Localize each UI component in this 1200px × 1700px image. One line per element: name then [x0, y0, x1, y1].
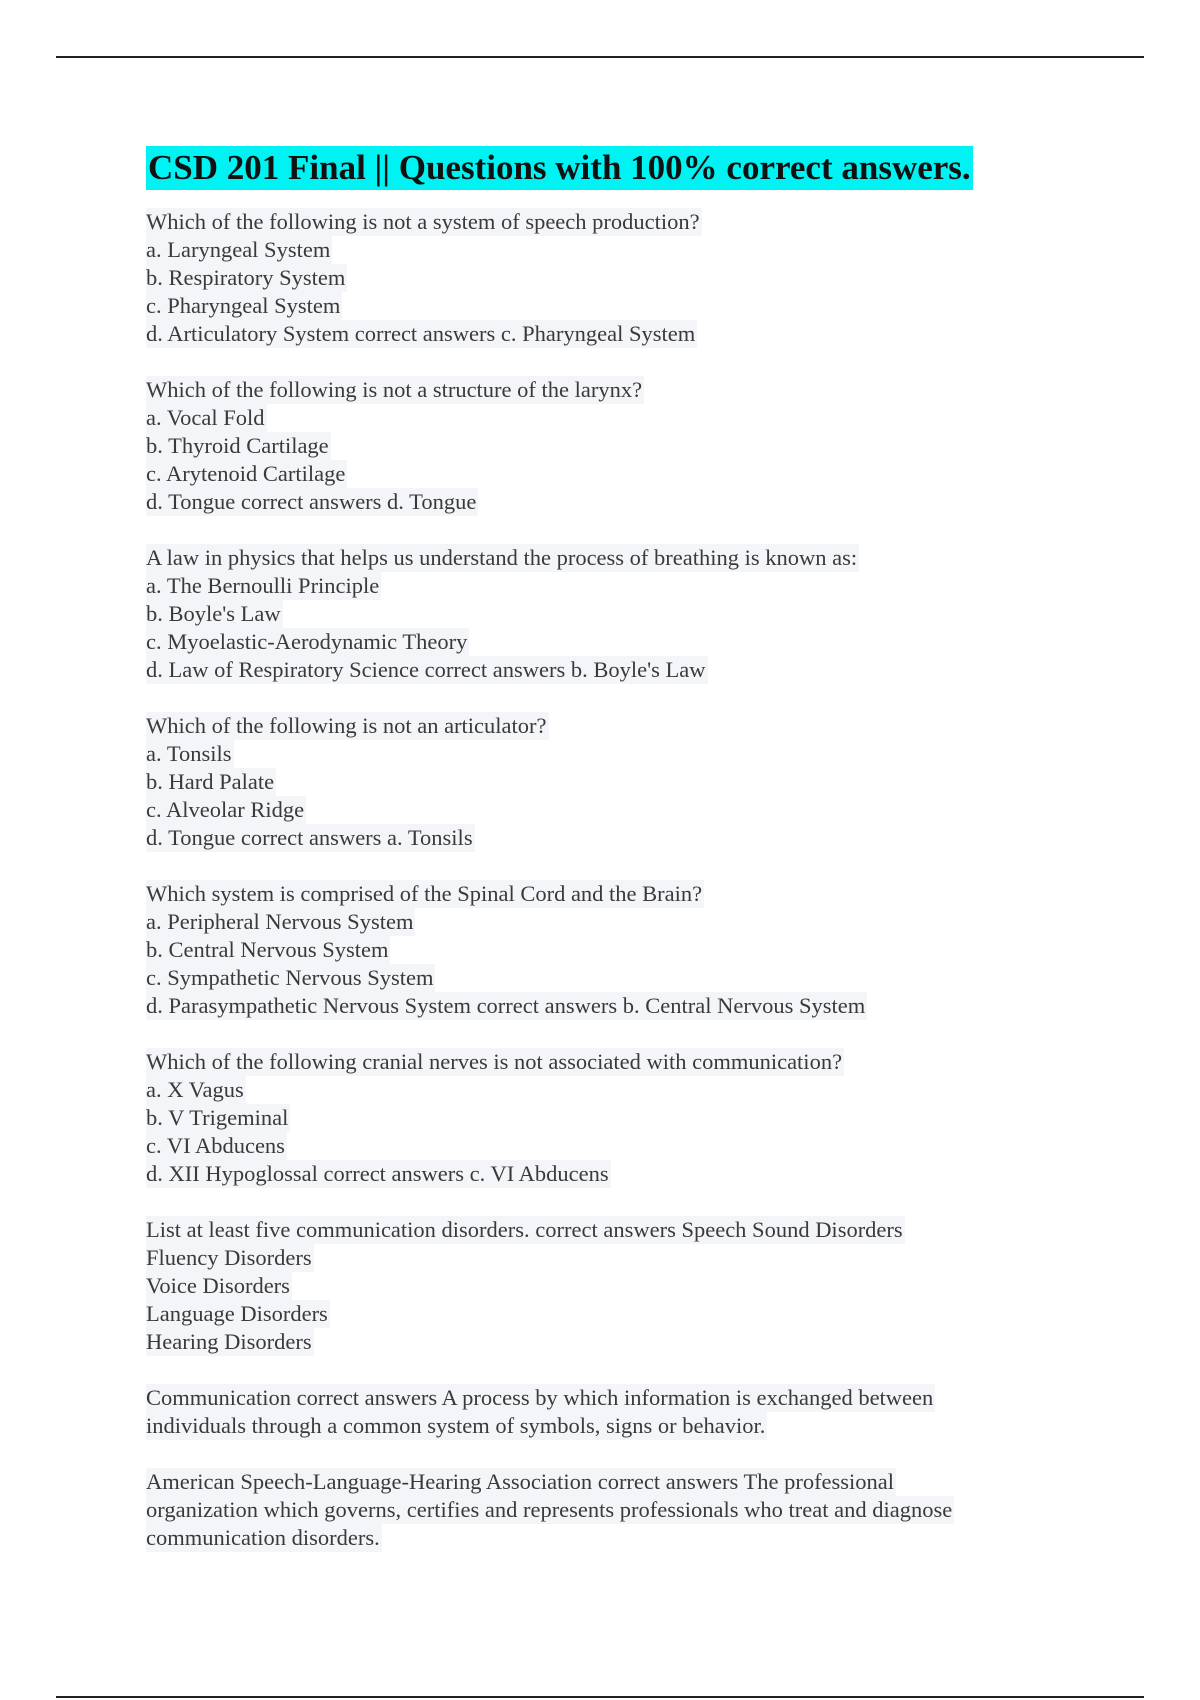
answer-line: Voice Disorders — [146, 1273, 290, 1298]
option-line: c. Pharyngeal System — [146, 293, 341, 318]
option-line: a. Tonsils — [146, 741, 232, 766]
answer-line: d. Tongue correct answers d. Tongue — [146, 489, 477, 514]
option-line: c. Myoelastic-Aerodynamic Theory — [146, 629, 468, 654]
definition-line: communication disorders. — [146, 1525, 380, 1550]
document-title: CSD 201 Final || Questions with 100% correct answers. — [146, 146, 973, 190]
question-line: Which system is comprised of the Spinal Cord and the Brain? — [146, 881, 703, 906]
definition-line: individuals through a common system of symbols, signs or behavior. — [146, 1413, 766, 1438]
answer-line: d. Law of Respiratory Science correct answers b. Boyle's Law — [146, 657, 706, 682]
option-line: c. VI Abducens — [146, 1133, 285, 1158]
answer-line: d. XII Hypoglossal correct answers c. VI Abducens — [146, 1161, 609, 1186]
option-line: b. Respiratory System — [146, 265, 346, 290]
option-line: a. X Vagus — [146, 1077, 244, 1102]
option-line: a. The Bernoulli Principle — [146, 573, 380, 598]
question-line: Which of the following is not an articulator? — [146, 713, 547, 738]
top-rule — [56, 56, 1144, 58]
answer-line: Fluency Disorders — [146, 1245, 312, 1270]
qa-block — [146, 1216, 1046, 1356]
bottom-rule — [56, 1696, 1144, 1698]
document-body — [146, 146, 1046, 1580]
option-line: b. V Trigeminal — [146, 1105, 289, 1130]
qa-block — [146, 544, 1046, 684]
qa-block — [146, 712, 1046, 852]
question-line: Which of the following is not a system of speech production? — [146, 209, 700, 234]
option-line: b. Hard Palate — [146, 769, 275, 794]
option-line: b. Boyle's Law — [146, 601, 281, 626]
answer-line: d. Articulatory System correct answers c. Pharyngeal System — [146, 321, 696, 346]
definition-line: American Speech-Language-Hearing Association correct answers The professional — [146, 1469, 895, 1494]
option-line: c. Sympathetic Nervous System — [146, 965, 434, 990]
option-line: c. Arytenoid Cartilage — [146, 461, 346, 486]
qa-block — [146, 1384, 1046, 1440]
answer-line: Hearing Disorders — [146, 1329, 312, 1354]
definition-line: Communication correct answers A process by which information is exchanged between — [146, 1385, 934, 1410]
answer-line: d. Tongue correct answers a. Tonsils — [146, 825, 473, 850]
qa-block — [146, 1468, 1046, 1552]
option-line: a. Laryngeal System — [146, 237, 331, 262]
option-line: b. Central Nervous System — [146, 937, 389, 962]
qa-block — [146, 376, 1046, 516]
qa-block — [146, 1048, 1046, 1188]
answer-line: d. Parasympathetic Nervous System correct answers b. Central Nervous System — [146, 993, 866, 1018]
answer-line: Language Disorders — [146, 1301, 328, 1326]
qa-block — [146, 880, 1046, 1020]
option-line: a. Peripheral Nervous System — [146, 909, 414, 934]
definition-line: organization which governs, certifies and represents professionals who treat and diagnose — [146, 1497, 953, 1522]
qa-block — [146, 208, 1046, 348]
question-line: Which of the following cranial nerves is not associated with communication? — [146, 1049, 843, 1074]
option-line: c. Alveolar Ridge — [146, 797, 305, 822]
question-line: A law in physics that helps us understand the process of breathing is known as: — [146, 545, 858, 570]
option-line: a. Vocal Fold — [146, 405, 265, 430]
option-line: b. Thyroid Cartilage — [146, 433, 329, 458]
question-line: List at least five communication disorders. correct answers Speech Sound Disorders — [146, 1217, 903, 1242]
question-line: Which of the following is not a structure of the larynx? — [146, 377, 643, 402]
